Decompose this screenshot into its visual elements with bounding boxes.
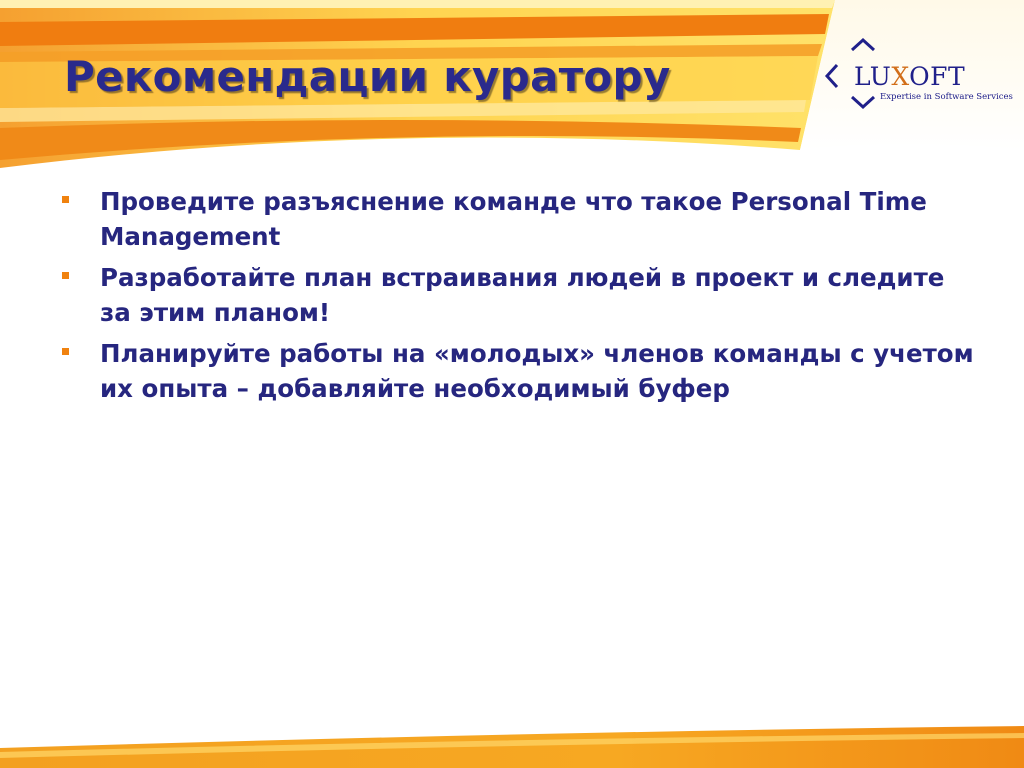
logo-word-right: OFT [909,62,966,91]
chevron-left-icon [824,63,840,89]
logo-word-left: LU [854,62,892,91]
square-bullet-icon [62,348,69,355]
bullet-text: Проведите разъяснение команде что такое Personal Time Management [100,187,927,251]
chevron-up-icon [850,37,876,53]
logo-wordmark [854,62,965,91]
logo-tagline: Expertise in Software Services [880,92,1013,102]
slide-title: Рекомендации куратору [64,52,671,101]
logo-word-x: X [891,62,910,91]
bullet-text: Разработайте план встраивания людей в проект и следите за этим планом! [100,263,945,327]
square-bullet-icon [62,196,69,203]
chevron-down-icon [850,94,876,110]
bullet-item [62,336,982,406]
bullet-list [62,184,982,412]
square-bullet-icon [62,272,69,279]
bullet-item [62,260,982,330]
bullet-item [62,184,982,254]
luxoft-logo [820,30,1016,120]
bullet-text: Планируйте работы на «молодых» членов команды с учетом их опыта – добавляйте необходимый буфер [100,339,974,403]
